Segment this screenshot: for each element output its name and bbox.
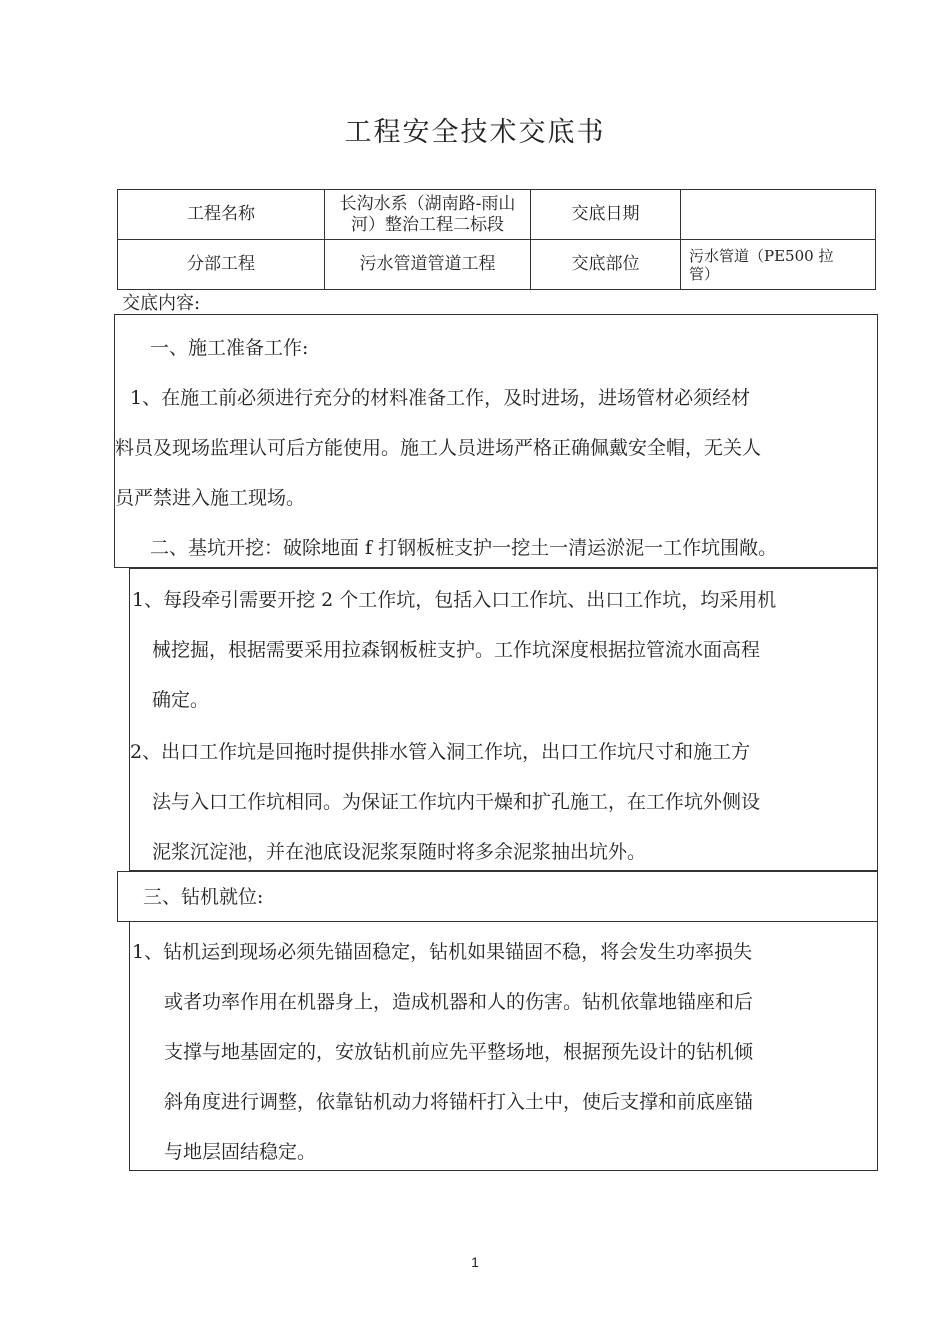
item2-line-2: 法与入口工作坑相同。为保证工作坑内干燥和扩孔施工，在工作坑外侧设	[152, 791, 761, 813]
location-label: 交底部位	[531, 240, 681, 290]
section1-line-3: 员严禁进入施工现场。	[115, 487, 306, 509]
location-line2: 管）	[689, 264, 720, 283]
document-title: 工程安全技术交底书	[344, 117, 606, 148]
content-label: 交底内容:	[122, 293, 201, 314]
section4-line-4: 斜角度进行调整，依靠钻机动力将锚杆打入土中，使后支撑和前底座锚	[164, 1091, 754, 1113]
section4-line-1: 1、钻机运到现场必须先锚固稳定，钻机如果锚固不稳，将会发生功率损失	[132, 941, 753, 963]
section1-line-1: 1、在施工前必须进行充分的材料准备工作，及时进场，进场管材必须经材	[130, 387, 751, 409]
location-line1: 污水管道（PE500 拉	[689, 246, 834, 265]
page-number: 1	[471, 1254, 479, 1270]
subproject-value: 污水管道管道工程	[325, 240, 531, 290]
item2-line-1: 2、出口工作坑是回拖时提供排水管入洞工作坑，出口工作坑尺寸和施工方	[130, 741, 751, 763]
section4-line-5: 与地层固结稳定。	[164, 1141, 317, 1163]
info-row-project	[118, 190, 876, 240]
info-row-subproject	[118, 240, 876, 290]
project-info-table	[117, 189, 876, 290]
section4-line-3: 支撑与地基固定的，安放钻机前应先平整场地，根据预先设计的钻机倾	[164, 1041, 754, 1063]
item1-line-2: 械挖掘，根据需要采用拉森钢板桩支护。工作坑深度根据拉管流水面高程	[152, 639, 761, 661]
section1-line-2: 料员及现场监理认可后方能使用。施工人员进场严格正确佩戴安全帽，无关人	[115, 437, 762, 459]
project-name-line1: 长沟水系（湖南路-雨山	[339, 193, 516, 214]
section3-heading: 三、钻机就位:	[143, 886, 264, 908]
subproject-label: 分部工程	[118, 240, 325, 290]
section4-line-2: 或者功率作用在机器身上，造成机器和人的伤害。钻机依靠地锚座和后	[164, 991, 754, 1013]
item1-line-1: 1、每段牵引需要开挖 2 个工作坑，包括入口工作坑、出口工作坑，均采用机	[132, 589, 777, 611]
date-label: 交底日期	[531, 190, 681, 240]
item2-line-3: 泥浆沉淀池，并在池底设泥浆泵随时将多余泥浆抽出坑外。	[152, 841, 647, 863]
project-name-label: 工程名称	[118, 190, 325, 240]
section1-heading: 一、施工准备工作:	[150, 337, 309, 359]
project-name-line2: 河）整治工程二标段	[351, 214, 504, 235]
project-name-value	[325, 190, 531, 240]
section2-heading: 二、基坑开挖：破除地面 f 打钢板桩支护一挖土一清运淤泥一工作坑围敞。	[150, 537, 778, 559]
date-value	[681, 190, 876, 240]
item1-line-3: 确定。	[152, 689, 210, 711]
location-value	[681, 240, 876, 290]
